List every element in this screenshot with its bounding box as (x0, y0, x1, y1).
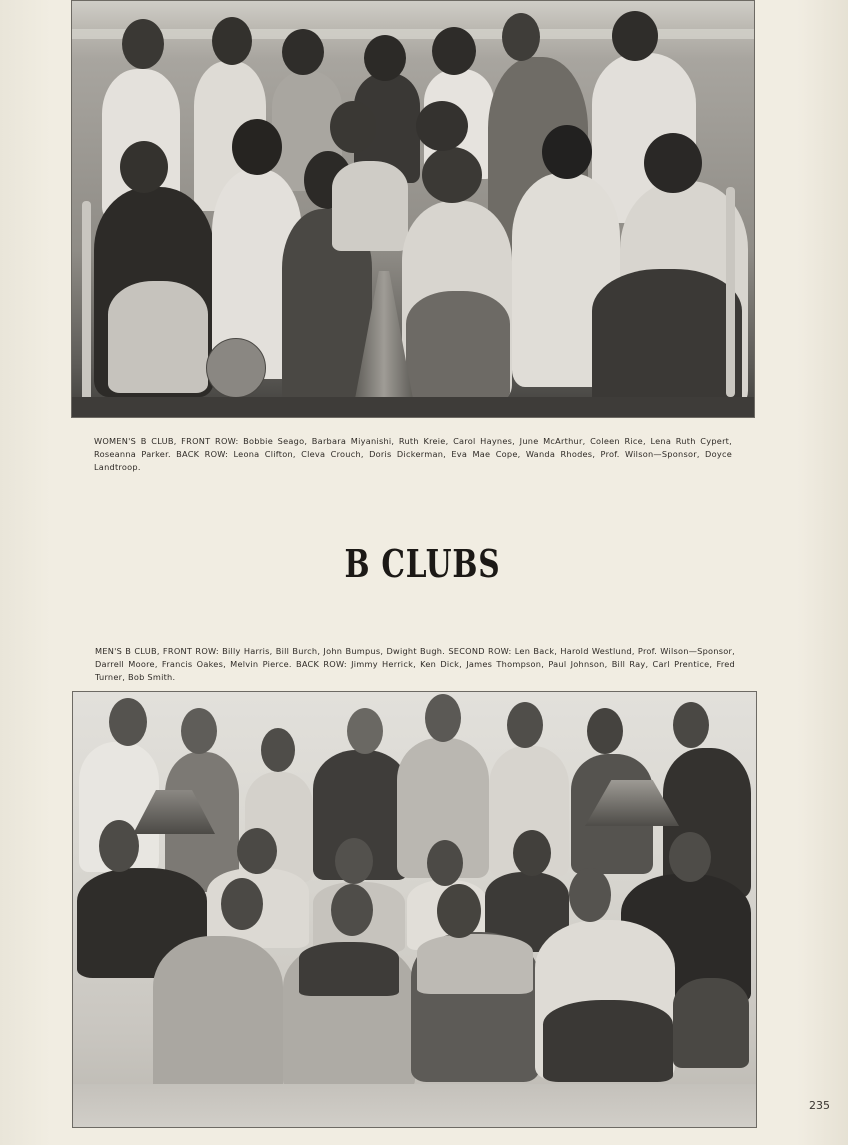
page-number: 235 (809, 1099, 830, 1112)
womens-b-club-photo (71, 0, 755, 418)
womens-club-caption: WOMEN'S B CLUB, FRONT ROW: Bobbie Seago, Barbara Miyanishi, Ruth Kreie, Carol Haynes, June McArthur, Coleen Rice, Lena Ruth Cypert, Roseanna Parker. BACK ROW: Leona Clifton, Cleva Crouch, Doris Dickerman, Eva Mae Cope, Wanda Rhodes, Prof. Wilson—Sponsor, Doyce Landtroop. (94, 436, 732, 472)
mens-club-caption: MEN'S B CLUB, FRONT ROW: Billy Harris, Bill Burch, John Bumpus, Dwight Bugh. SECOND ROW: Len Back, Harold Westlund, Prof. Wilson—Sponsor, Darrell Moore, Francis Oakes, Melvin Pierce. BACK ROW: Jimmy Herrick, Ken Dick, James Thompson, Paul Johnson, Bill Ray, Carl Prentice, Fred Turner, Bob Smith. (95, 646, 735, 682)
mens-b-club-photo (72, 691, 757, 1128)
section-title: B CLUBS (344, 541, 501, 586)
